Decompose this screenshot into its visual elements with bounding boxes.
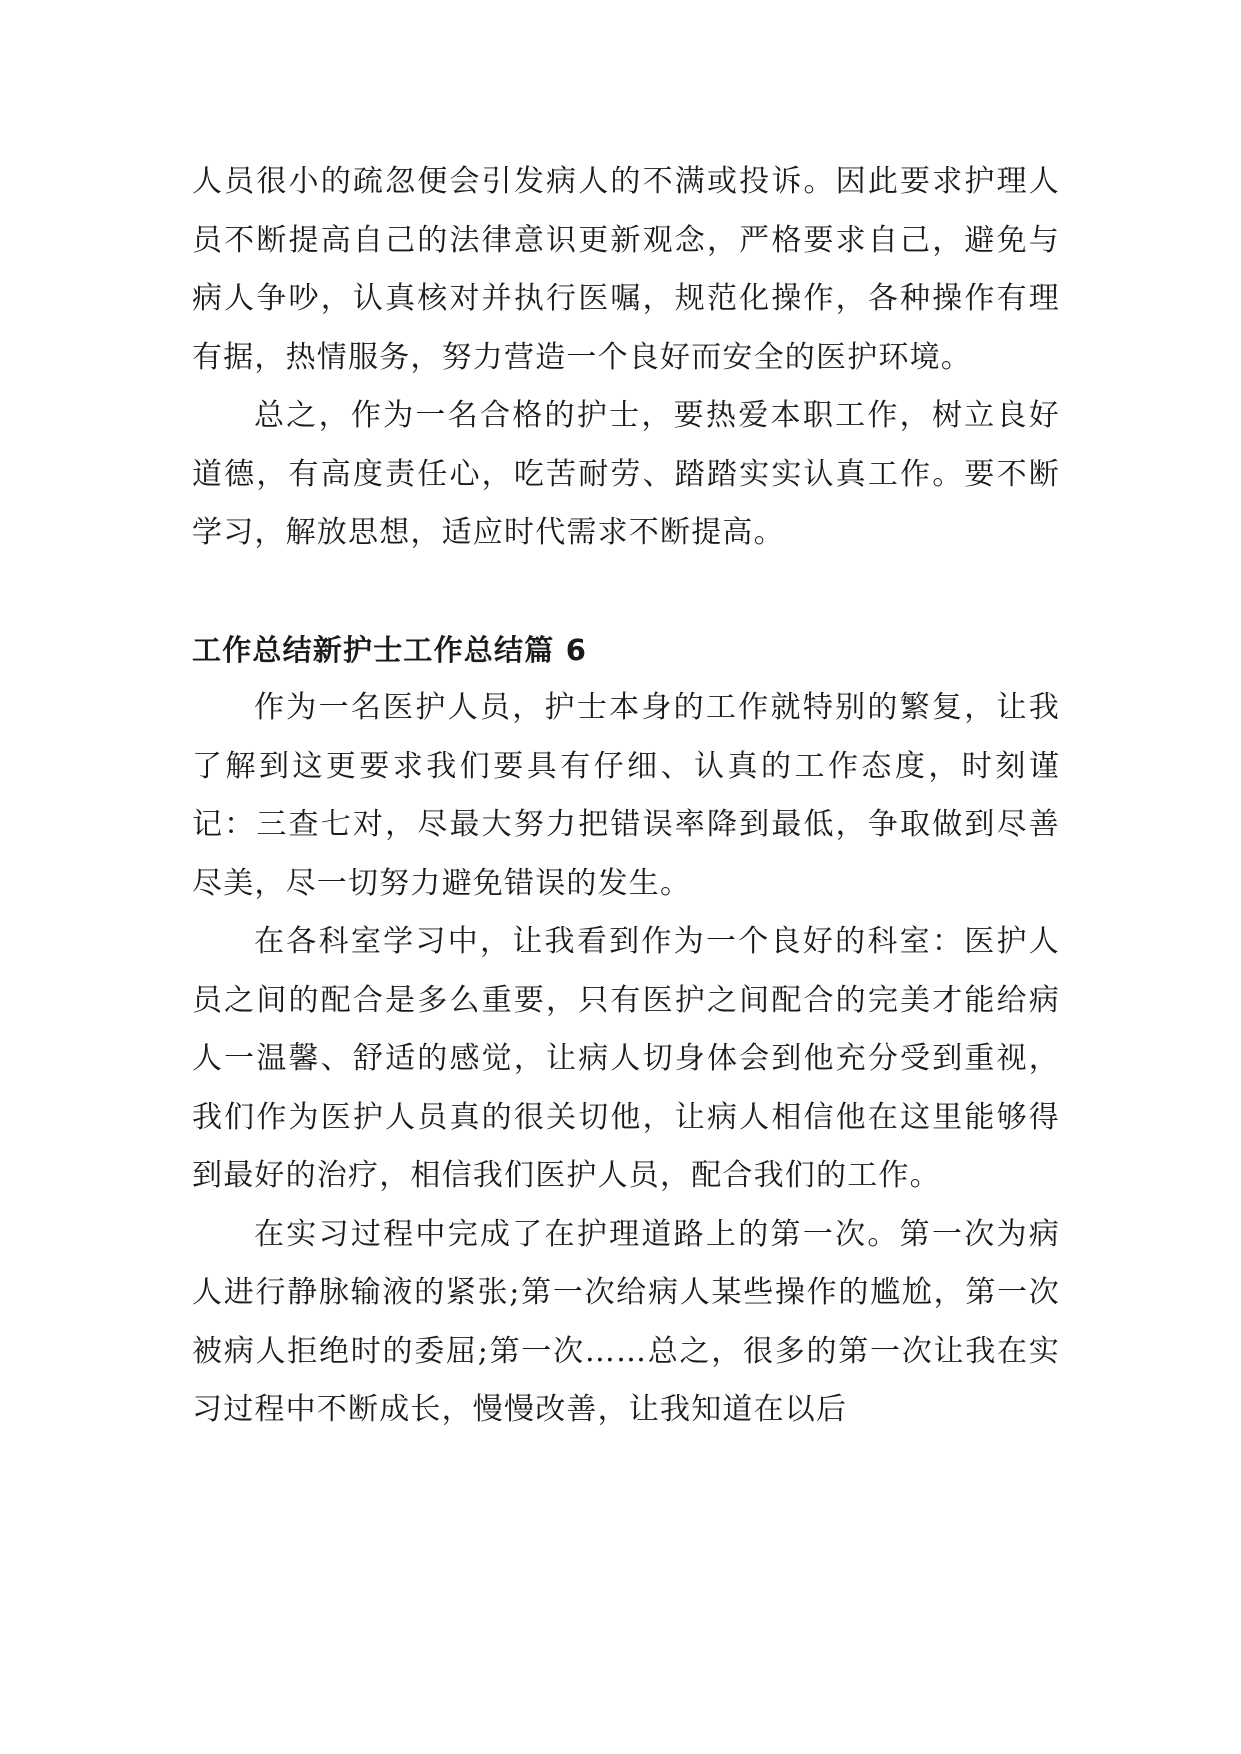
paragraph-work-attitude: 作为一名医护人员，护士本身的工作就特别的繁复，让我了解到这更要求我们要具有仔细、认真的工作态度，时刻谨记：三查七对，尽最大努力把错误率降到最低，争取做到尽善尽美，尽一切努力避免错误的发生。	[192, 690, 1060, 901]
section-gap	[192, 563, 1060, 621]
section-heading: 工作总结新护士工作总结篇 6	[192, 632, 588, 667]
document-body	[192, 153, 1060, 1440]
paragraph-first-times: 在实习过程中完成了在护理道路上的第一次。第一次为病人进行静脉输液的紧张;第一次给病人某些操作的尴尬，第一次被病人拒绝时的委屈;第一次……总之，很多的第一次让我在实习过程中不断成长，慢慢改善，让我知道在以后	[192, 1216, 1060, 1427]
paragraph-continued: 人员很小的疏忽便会引发病人的不满或投诉。因此要求护理人员不断提高自己的法律意识更新观念，严格要求自己，避免与病人争吵，认真核对并执行医嘱，规范化操作，各种操作有理有据，热情服务，努力营造一个良好而安全的医护环境。	[192, 164, 1060, 375]
paragraph-conclusion: 总之，作为一名合格的护士，要热爱本职工作，树立良好道德，有高度责任心，吃苦耐劳、踏踏实实认真工作。要不断学习，解放思想，适应时代需求不断提高。	[192, 398, 1060, 550]
paragraph-teamwork: 在各科室学习中，让我看到作为一个良好的科室：医护人员之间的配合是多么重要，只有医护之间配合的完美才能给病人一温馨、舒适的感觉，让病人切身体会到他充分受到重视，我们作为医护人员真的很关切他，让病人相信他在这里能够得到最好的治疗，相信我们医护人员，配合我们的工作。	[192, 924, 1060, 1193]
